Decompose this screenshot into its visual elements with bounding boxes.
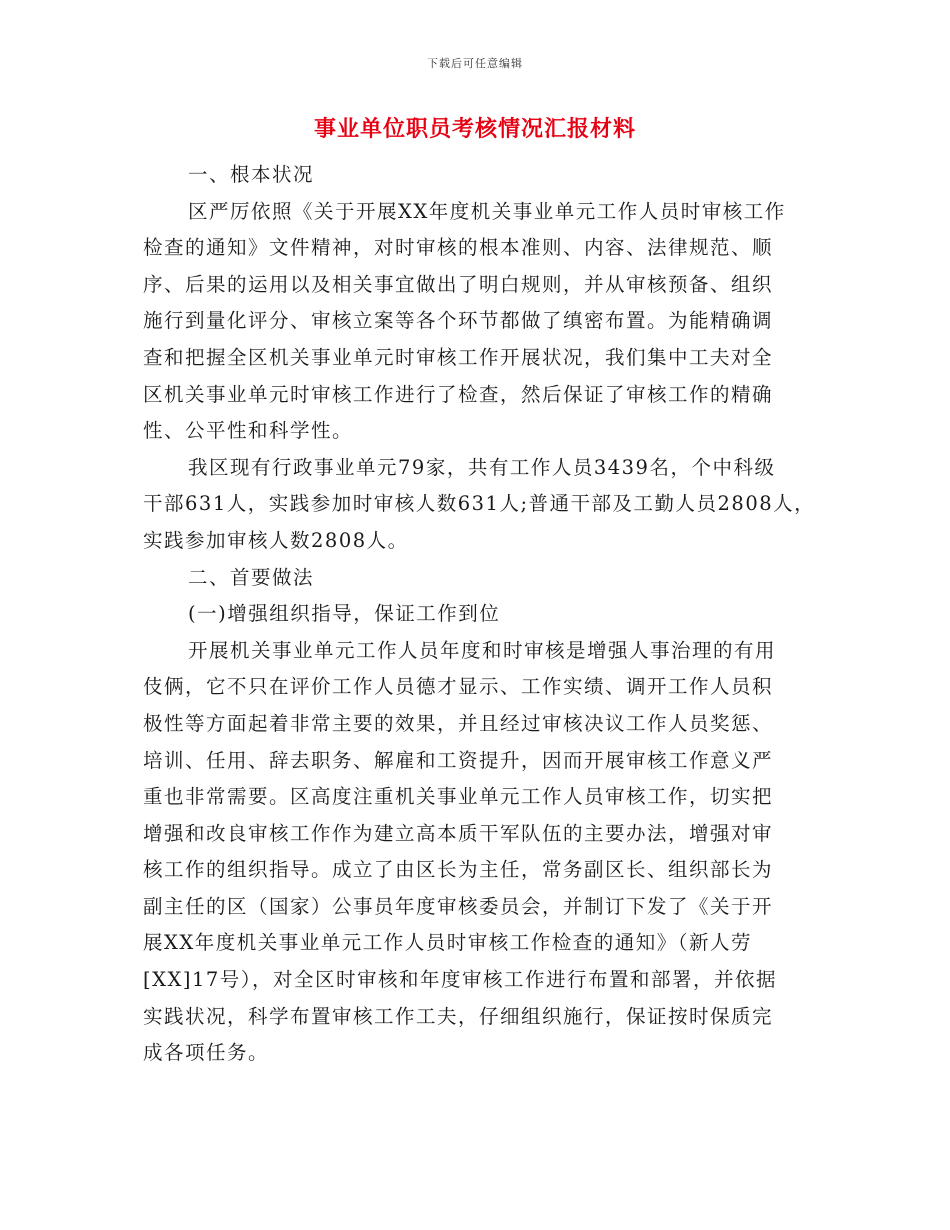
text-line: 实践状况，科学布置审核工作工夫，仔细组织施行，保证按时保质完 [143,1004,774,1028]
text-line: [XX]17号），对全区时审核和年度审核工作进行布置和部署，并依据 [143,968,778,992]
document-body [143,157,823,1072]
text-line: (一)增强组织指导，保证工作到位 [188,602,501,626]
text-line: 极性等方面起着非常主要的效果，并且经过审核决议工作人员奖惩、 [143,711,774,735]
document-title: 事业单位职员考核情况汇报材料 [313,116,636,142]
text-line: 核工作的组织指导。成立了由区长为主任，常务副区长、组织部长为 [143,858,774,882]
text-line: 查和把握全区机关事业单元时审核工作开展状况，我们集中工夫对全 [143,345,774,369]
text-line: 区严厉依照《关于开展XX年度机关事业单元工作人员时审核工作 [188,199,786,223]
text-line: 我区现有行政事业单元79家，共有工作人员3439名，个中科级 [188,455,776,479]
text-line: 检查的通知》文件精神，对时审核的根本准则、内容、法律规范、顺 [143,236,774,260]
text-line: 伎俩，它不只在评价工作人员德才显示、工作实绩、调开工作人员积 [143,675,774,699]
text-line: 实践参加审核人数2808人。 [143,528,409,552]
text-line: 干部631人，实践参加时审核人数631人;普通干部及工勤人员2808人， [143,492,816,516]
text-line: 序、后果的运用以及相关事宜做出了明白规则，并从审核预备、组织 [143,272,774,296]
text-line: 增强和改良审核工作作为建立高本质干军队伍的主要办法，增强对审 [143,821,774,845]
text-line: 二、首要做法 [188,565,315,589]
text-line: 展XX年度机关事业单元工作人员时审核工作检查的通知》（新人劳 [143,931,753,955]
text-line: 成各项任务。 [143,1041,270,1065]
text-line: 重也非常需要。区高度注重机关事业单元工作人员审核工作，切实把 [143,785,774,809]
header-note: 下载后可任意编辑 [427,57,523,70]
text-line: 副主任的区（国家）公事员年度审核委员会，并制订下发了《关于开 [143,894,774,918]
text-line: 施行到量化评分、审核立案等各个环节都做了缜密布置。为能精确调 [143,309,774,333]
text-line: 一、根本状况 [188,163,315,186]
text-line: 性、公平性和科学性。 [143,419,354,443]
text-line: 开展机关事业单元工作人员年度和时审核是增强人事治理的有用 [188,638,777,662]
text-line: 培训、任用、辞去职务、解雇和工资提升，因而开展审核工作意义严 [143,748,774,772]
text-line: 区机关事业单元时审核工作进行了检查，然后保证了审核工作的精确 [143,382,774,406]
